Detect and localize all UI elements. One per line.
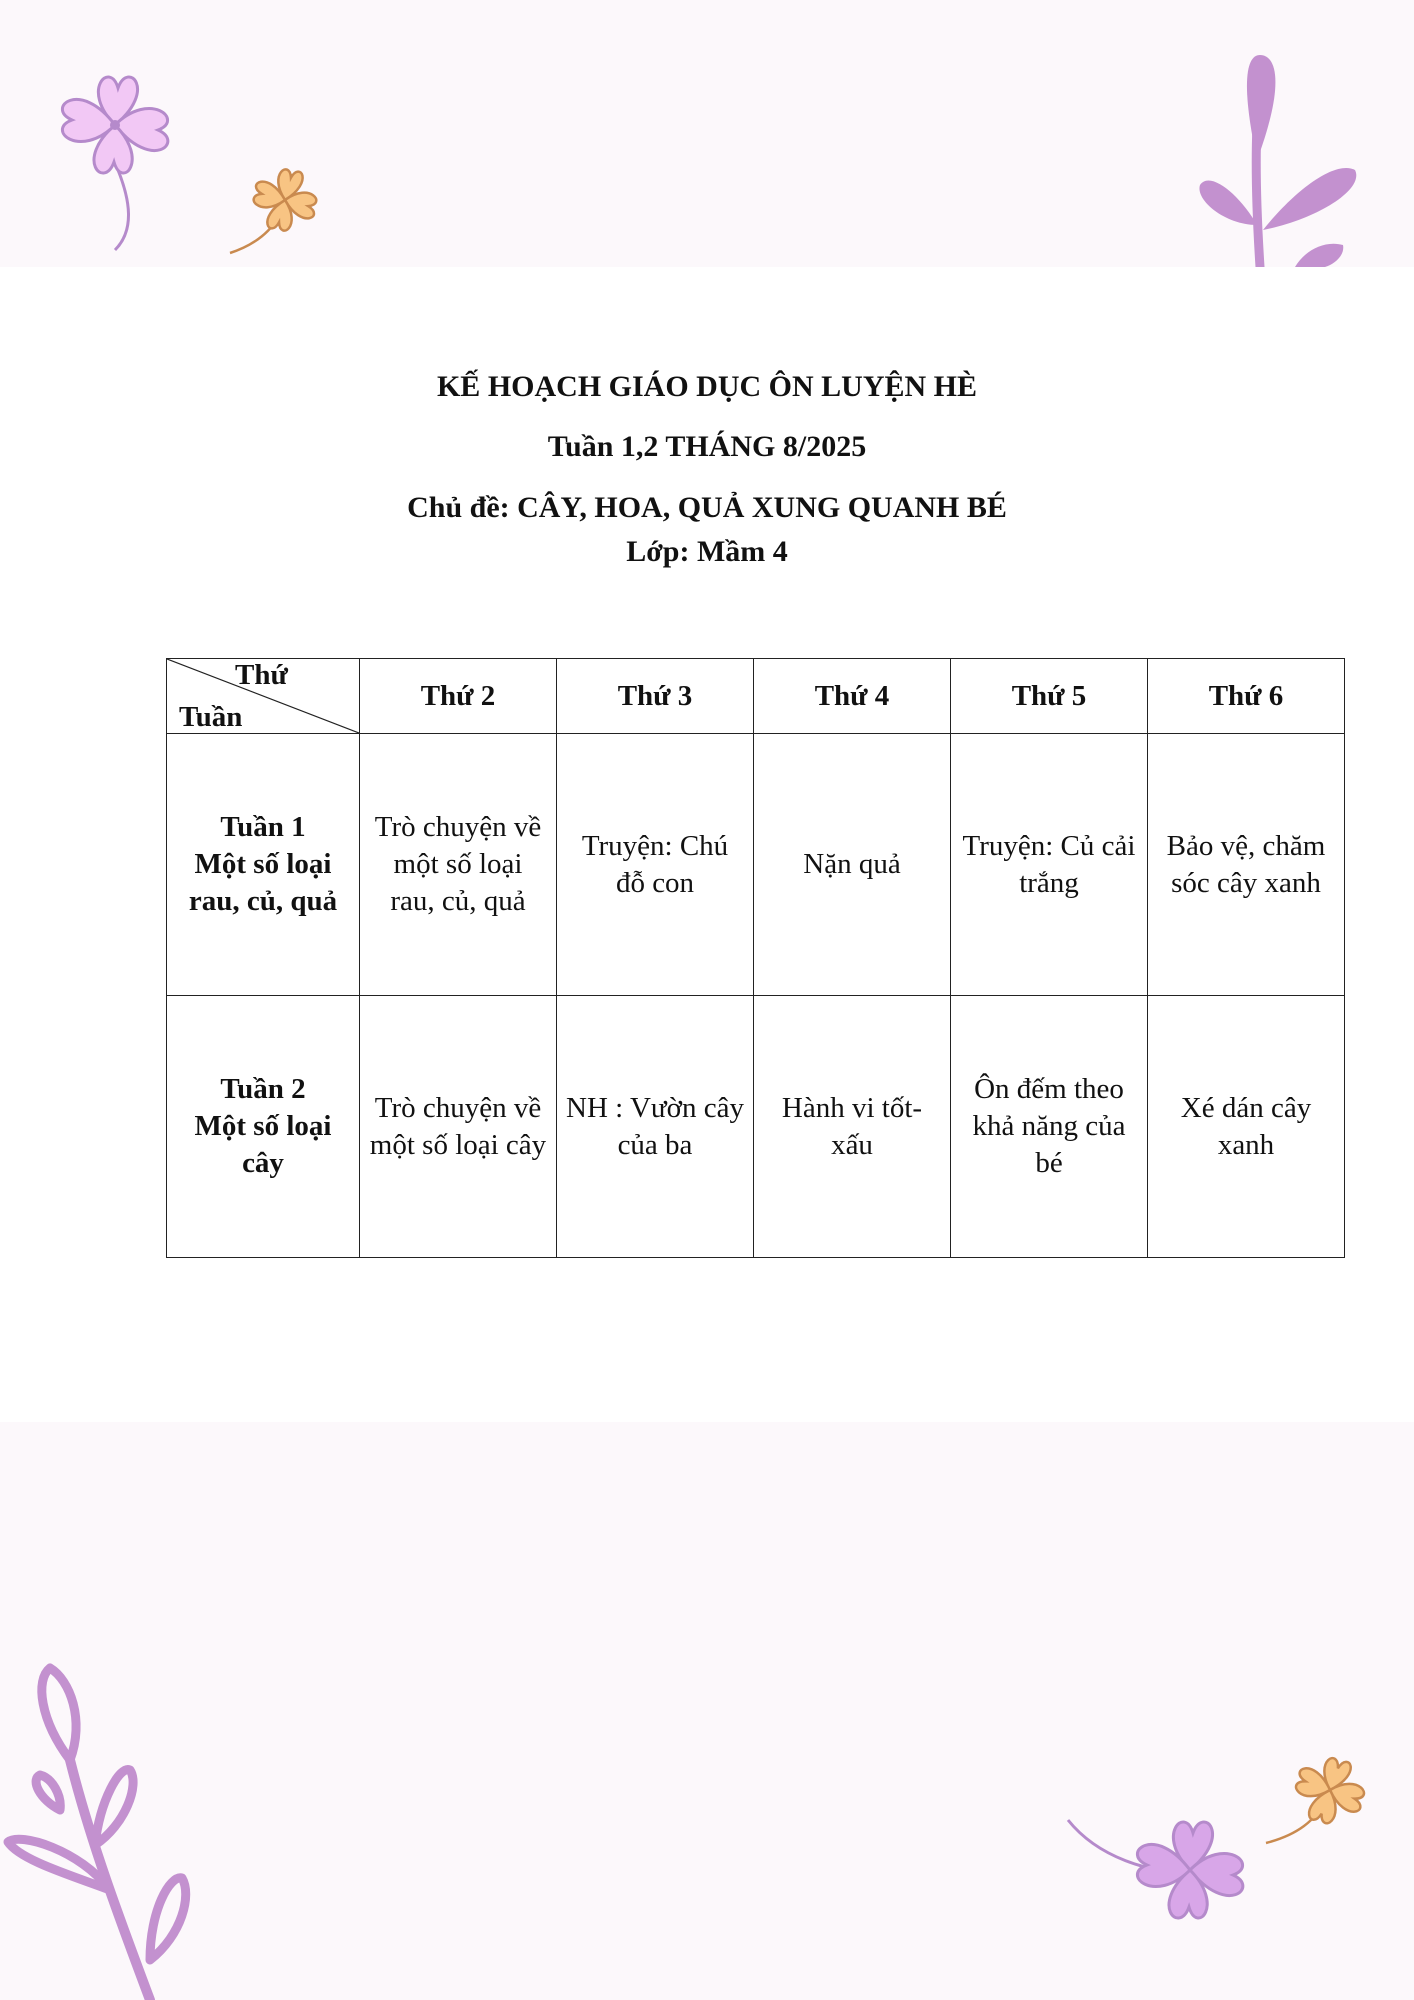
day-header-thu-6: Thứ 6 [1148,659,1345,734]
clover-flower-icon [40,50,190,260]
activity-cell: Truyện: Củ cải trắng [951,734,1148,996]
day-header-thu-5: Thứ 5 [951,659,1148,734]
corner-header-cell [167,659,360,734]
document-subtitle: Tuần 1,2 THÁNG 8/2025 [547,430,867,463]
document-topic: Chủ đề: CÂY, HOA, QUẢ XUNG QUANH BÉ [407,491,1007,524]
activity-cell: Hành vi tốt- xấu [754,996,951,1258]
clover-flower-icon [225,155,335,260]
activity-cell: Bảo vệ, chăm sóc cây xanh [1148,734,1345,996]
clover-flower-icon [1060,1790,1270,1950]
week-cell [167,996,360,1258]
table-header-row [167,659,1345,734]
table-row [167,734,1345,996]
corner-week-label: Tuần [179,701,243,733]
leaf-branch-icon [0,1660,200,2000]
document-class: Lớp: Mầm 4 [626,535,788,568]
clover-flower-icon [1262,1745,1382,1855]
week-cell [167,734,360,996]
week-theme: Một số loại cây [194,1110,332,1179]
activity-cell: Truyện: Chú đỗ con [557,734,754,996]
document-title: KẾ HOẠCH GIÁO DỤC ÔN LUYỆN HÈ [436,370,978,403]
activity-cell: Xé dán cây xanh [1148,996,1345,1258]
day-header-thu-2: Thứ 2 [360,659,557,734]
week-label: Tuần 1 [220,811,306,843]
week-theme: Một số loại rau, củ, quả [188,848,338,917]
activity-cell: Ôn đếm theo khả năng của bé [951,996,1148,1258]
activity-cell: Trò chuyện về một số loại rau, củ, quả [360,734,557,996]
day-header-thu-3: Thứ 3 [557,659,754,734]
corner-day-label: Thứ [235,659,288,691]
schedule-table [166,658,1345,1258]
table-row [167,996,1345,1258]
activity-cell: NH : Vườn cây của ba [557,996,754,1258]
leaf-branch-icon [1185,50,1365,267]
week-label: Tuần 2 [220,1073,306,1105]
activity-cell: Trò chuyện về một số loại cây [360,996,557,1258]
day-header-thu-4: Thứ 4 [754,659,951,734]
activity-cell: Nặn quả [754,734,951,996]
